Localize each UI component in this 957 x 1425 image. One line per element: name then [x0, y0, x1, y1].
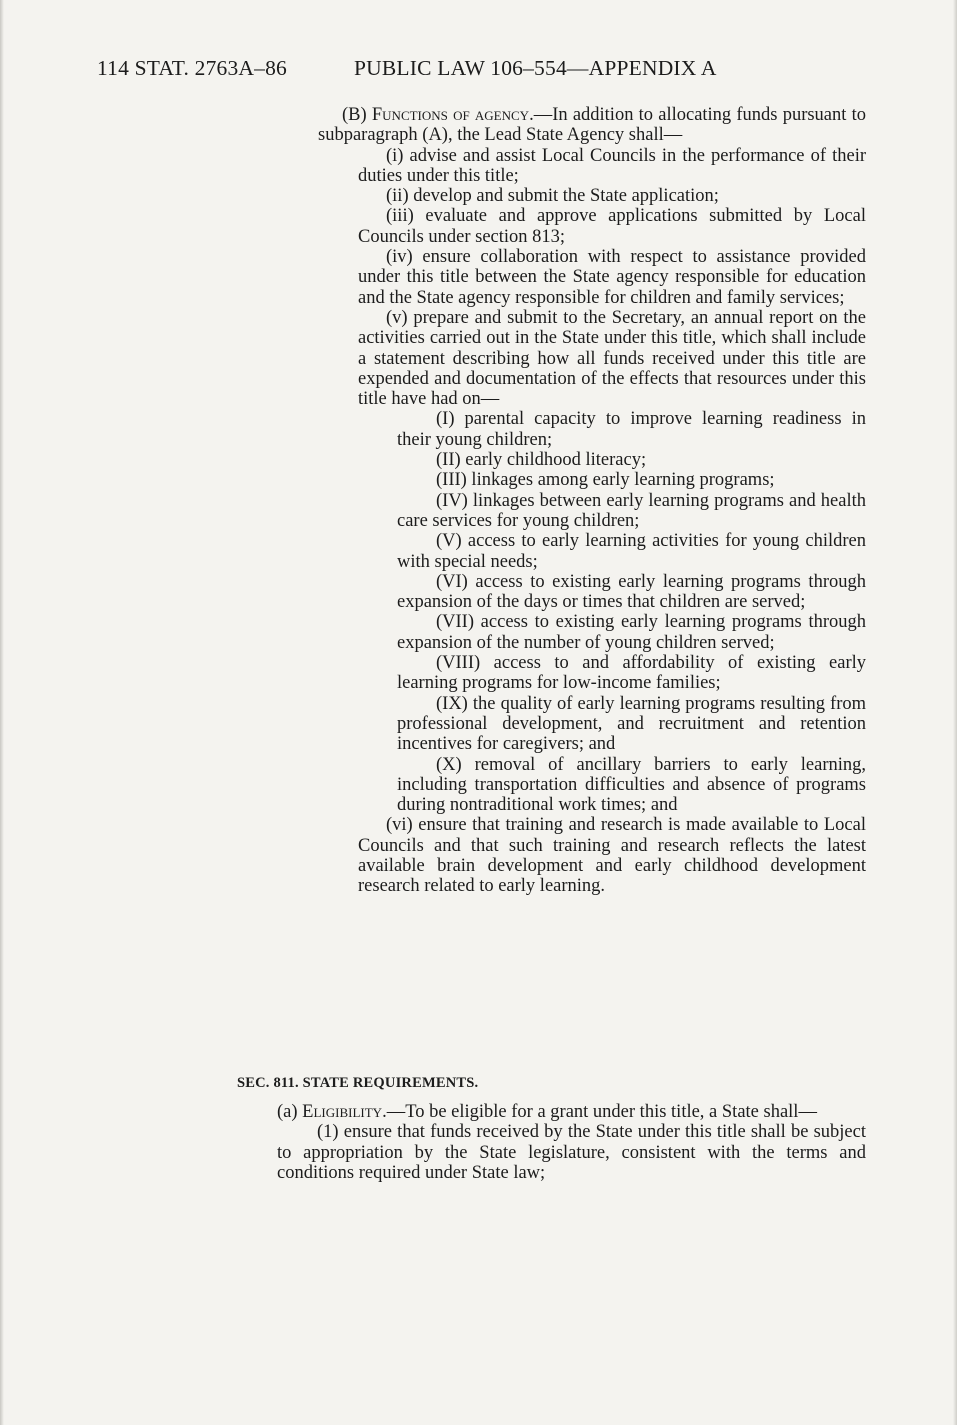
subitem-V: (V) access to early learning activities for young children with special needs;: [397, 531, 866, 572]
item-vi: (vi) ensure that training and research is made available to Local Councils and that such training and research reflects the latest available brain development and early childhood development research related to early learning.: [358, 815, 866, 897]
subitem-IX: (IX) the quality of early learning programs resulting from professional development, and recruitment and retention incentives for caregivers; and: [397, 693, 866, 755]
page-edge-left: [0, 0, 4, 1425]
subitem-II: (II) early childhood literacy;: [436, 450, 647, 471]
functions-of-agency-block: [318, 105, 866, 897]
subitem-VI: (VI) access to existing early learning programs through expansion of the days or times that children are served;: [397, 571, 866, 613]
subitem-VII: (VII) access to existing early learning programs through expansion of the number of young children served;: [397, 612, 866, 653]
requirement-1: (1) ensure that funds received by the State under this title shall be subject to appropriation by the State legislature, consistent with the terms and conditions required under State law;: [277, 1122, 866, 1183]
subitem-III: (III) linkages among early learning programs;: [436, 470, 775, 491]
section-heading: SEC. 811. STATE REQUIREMENTS.: [237, 1075, 479, 1091]
item-ii: (ii) develop and submit the State application;: [386, 186, 719, 207]
subitem-X: (X) removal of ancillary barriers to early learning, including transportation difficulties and absence of programs during nontraditional work times; and: [397, 754, 866, 816]
page-header: [97, 56, 797, 81]
functions-intro: (B) Functions of agency.—In addition to allocating funds pursuant to subparagraph (A), the Lead State Agency shall—: [318, 105, 866, 146]
state-requirements-block: [237, 1102, 866, 1183]
functions-heading: Functions of agency: [371, 105, 530, 125]
public-law-title: PUBLIC LAW 106–554—APPENDIX A: [354, 56, 717, 80]
item-i: (i) advise and assist Local Councils in the performance of their duties under this title;: [358, 145, 866, 186]
item-iii: (iii) evaluate and approve applications submitted by Local Councils under section 813;: [358, 206, 866, 247]
statute-citation: 114 STAT. 2763A–86: [97, 56, 288, 80]
subitem-VIII: (VIII) access to and affordability of existing early learning programs for low-income families;: [397, 653, 866, 694]
subitem-I: (I) parental capacity to improve learning readiness in their young children;: [397, 409, 866, 450]
subitem-IV: (IV) linkages between early learning programs and health care services for young children;: [397, 490, 866, 531]
page-edge-right: [953, 0, 957, 1425]
item-v: (v) prepare and submit to the Secretary, an annual report on the activities carried out in the State under this title, which shall include a statement describing how all funds received under this title are expended and documentation of the effects that resources under this title have had on—: [358, 307, 866, 410]
eligibility-paragraph: (a) Eligibility.—To be eligible for a grant under this title, a State shall—: [277, 1102, 817, 1122]
eligibility-heading: Eligibility: [302, 1102, 383, 1122]
item-iv: (iv) ensure collaboration with respect to assistance provided under this title between the State agency responsible for education and the State agency responsible for children and family services;: [358, 247, 866, 308]
